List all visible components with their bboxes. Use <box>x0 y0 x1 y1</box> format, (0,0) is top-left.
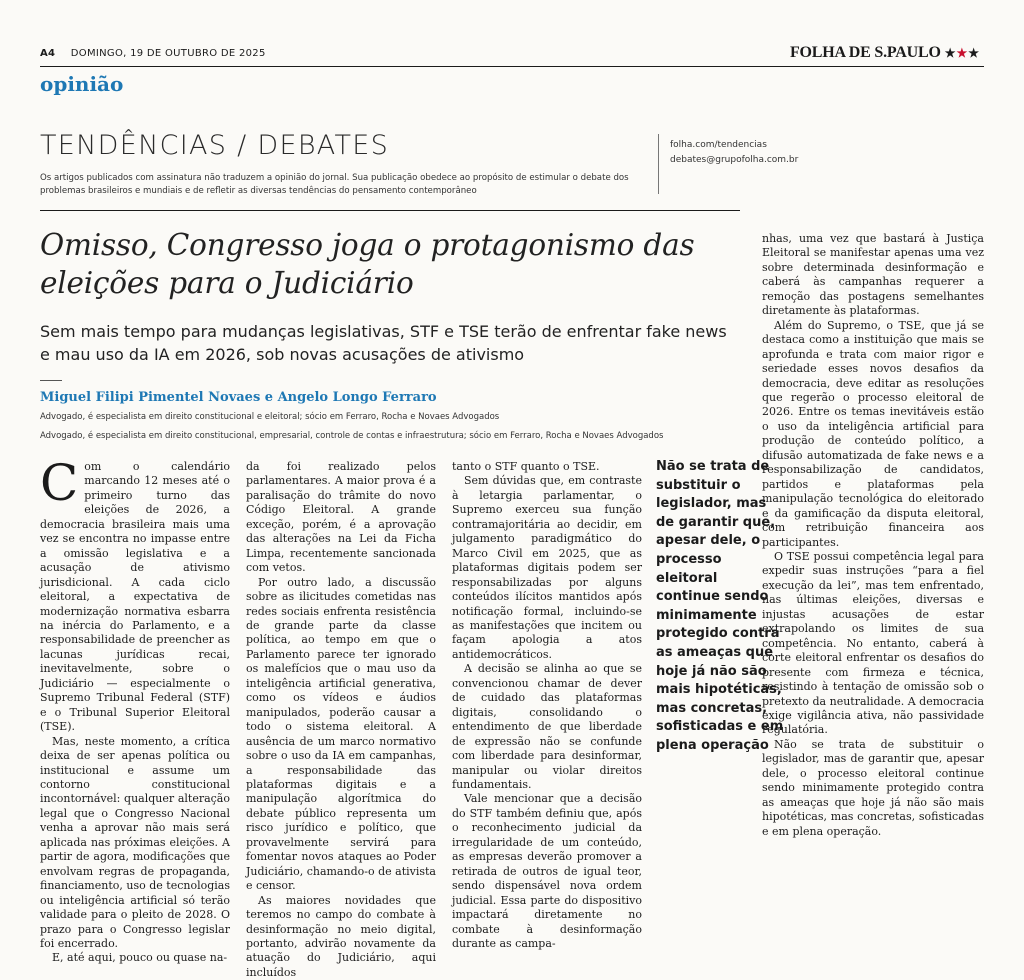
star-icon: ★ <box>956 46 969 60</box>
page-date: DOMINGO, 19 DE OUTUBRO DE 2025 <box>70 48 266 59</box>
header-rule <box>40 66 984 67</box>
paragraph: tanto o STF quanto o TSE. <box>452 460 600 473</box>
masthead-stars <box>945 46 980 60</box>
article-column-1 <box>40 454 230 966</box>
byline: Miguel Filipi Pimentel Novaes e Angelo Longo Ferraro <box>40 390 437 405</box>
column-url[interactable]: folha.com/tendencias <box>670 140 767 150</box>
star-icon: ★ <box>968 46 980 60</box>
subheadline: Sem mais tempo para mudanças legislativas, STF e TSE terão de enfrentar fake news e mau uso da IA em 2026, sob novas acusações de ativismo <box>40 322 727 364</box>
star-icon: ★ <box>944 46 957 60</box>
column-title: TENDÊNCIAS / DEBATES <box>40 130 390 161</box>
paragraph: Sem dúvidas que, em contraste à letargia parlamentar, o Supremo exerceu sua função contramajoritária ao decidir, em julgamento paradigmático do Marco Civil em 2025, que as plataformas digitais podem ser responsabilizadas por alguns conteúdos ilícitos mantidos após notificação formal, incluindo-se as manifestações que incitem ou façam apologia a atos antidemocráticos. <box>452 474 642 661</box>
author-affiliation: Advogado, é especialista em direito constitucional e eleitoral; sócio em Ferraro, Rocha e Novaes Advogados <box>40 412 500 422</box>
page-number: A4 <box>40 48 56 59</box>
column-contact <box>670 138 798 168</box>
byline-rule <box>40 380 62 381</box>
paragraph: Não se trata de substituir o legislador, mas de garantir que, apesar dele, o processo eleitoral continue sendo minimamente protegido contra as ameaças que hoje já não são mais hipotéticas, mas concretas, sofisticadas e em plena operação. <box>762 737 984 838</box>
article-column-2 <box>246 460 436 980</box>
paragraph: Vale mencionar que a decisão do STF também definiu que, após o reconhecimento judicial da irregularidade de um conteúdo, as empresas deverão promover a retirada de outros de igual teor, sendo dispensável nova ordem judicial. Essa parte do dispositivo impactará diretamente no combate à desinformação durante as campa- <box>452 792 642 950</box>
section-label: opinião <box>40 72 124 96</box>
article-column-3 <box>452 460 642 951</box>
paragraph: Mas, neste momento, a crítica deixa de ser apenas política ou institucional e assume um contorno constitucional incontornável: qualquer alteração legal que o Congresso Nacional venha a aprovar não mais será aplicada nas próximas eleições. A partir de agora, modificações que envolvam regras de propaganda, financiamento, uso de tecnologias ou inteligência artificial só terão validade para o pleito de 2028. O prazo para o Congresso legislar foi encerrado. <box>40 734 230 950</box>
article-column-4 <box>762 232 984 839</box>
column-note: Os artigos publicados com assinatura não traduzem a opinião do jornal. Sua publicação obedece ao propósito de estimular o debate dos problemas brasileiros e mundiais e de refletir as diversas tendências do pensamento contemporâneo <box>40 173 629 196</box>
section-rule <box>40 210 740 211</box>
paragraph: O TSE possui competência legal para expedir suas instruções “para a fiel execução da lei”, mas tem enfrentado, nas últimas eleições, diversas e injustas acusações de estar extrapolando os limites de sua competência. No entanto, caberá à corte eleitoral enfrentar os desafios do presente com firmeza e técnica, resistindo à tentação de omissão sob o pretexto da neutralidade. A democracia exige vigilância ativa, não passividade regulatória. <box>762 549 984 737</box>
paragraph: A decisão se alinha ao que se convencionou chamar de dever de cuidado das plataformas digitais, consolidando o entendimento de que liberdade de expressão não se confunde com liberdade para desinformar, manipular ou violar direitos fundamentais. <box>452 662 642 791</box>
pull-quote: Não se trata de substituir o legislador, mas de garantir que, apesar dele, o processo eleitoral continue sendo minimamente protegido contra as ameaças que hoje já não são mais hipotéticas, mas concretas, sofisticadas e em plena operação <box>656 459 784 753</box>
paragraph: Por outro lado, a discussão sobre as ilicitudes cometidas nas redes sociais enfrenta resistência de grande parte da classe política, ao tempo em que o Parlamento parece ter ignorado os malefícios que o mau uso da inteligência artificial generativa, como os vídeos e áudios manipulados, poderão causar a todo o sistema eleitoral. A ausência de um marco normativo sobre o uso da IA em campanhas, a responsabilidade das plataformas digitais e a manipulação algorítmica do debate público representa um risco jurídico e político, que provavelmente servirá para fomentar novos ataques ao Poder Judiciário, chamando-o de ativista e censor. <box>246 575 436 893</box>
drop-cap: C <box>40 454 79 512</box>
paragraph: Além do Supremo, o TSE, que já se destaca como a instituição que mais se aprofunda e trata com maior rigor e seriedade esses novos desafios da democracia, deve editar as resoluções que regerão o processo eleitoral de 2026. Entre os temas inevitáveis estão o uso da inteligência artificial para produção de conteúdo político, a difusão automatizada de fake news e a responsabilização de candidatos, partidos e plataformas pela manipulação tecnológica do eleitorado e da gamificação da disputa eleitoral, com retribuição financeira aos participantes. <box>762 318 984 549</box>
paragraph: om o calendário marcando 12 meses até o primeiro turno das eleições de 2026, a democracia brasileira mais uma vez se encontra no impasse entre a omissão legislativa e a acusação de ativismo jurisdicional. A cada ciclo eleitoral, a expectativa de modernização normativa esbarra na inércia do Parlamento, e a responsabilidade de preencher as lacunas jurídicas recai, inevitavelmente, sobre o Judiciário — especialmente o Supremo Tribunal Federal (STF) e o Tribunal Superior Eleitoral (TSE). <box>40 460 230 734</box>
column-email[interactable]: debates@grupofolha.com.br <box>670 155 799 165</box>
paragraph: da foi realizado pelos parlamentares. A maior prova é a paralisação do trâmite do novo Código Eleitoral. A grande exceção, porém, é a aprovação das alterações na Lei da Ficha Limpa, recentemente sancionada com vetos. <box>246 460 436 575</box>
masthead <box>790 44 980 62</box>
headline: Omisso, Congresso joga o protagonismo das eleições para o Judiciário <box>40 228 695 300</box>
paragraph: nhas, uma vez que bastará à Justiça Eleitoral se manifestar apenas uma vez sobre determinada desinformação e caberá às campanhas requerer a remoção das postagens semelhantes diretamente às plataformas. <box>762 232 984 318</box>
divider <box>658 134 659 194</box>
paragraph: As maiores novidades que teremos no campo do combate à desinformação no meio digital, portanto, advirão novamente da atuação do Judiciário, aqui incluídos <box>246 893 436 979</box>
page-header <box>40 48 266 59</box>
paragraph: E, até aqui, pouco ou quase na- <box>52 951 228 965</box>
author-affiliation: Advogado, é especialista em direito constitucional, empresarial, controle de contas e infraestrutura; sócio em Ferraro, Rocha e Novaes Advogados <box>40 431 664 441</box>
masthead-name: FOLHA DE S.PAULO <box>789 44 941 61</box>
